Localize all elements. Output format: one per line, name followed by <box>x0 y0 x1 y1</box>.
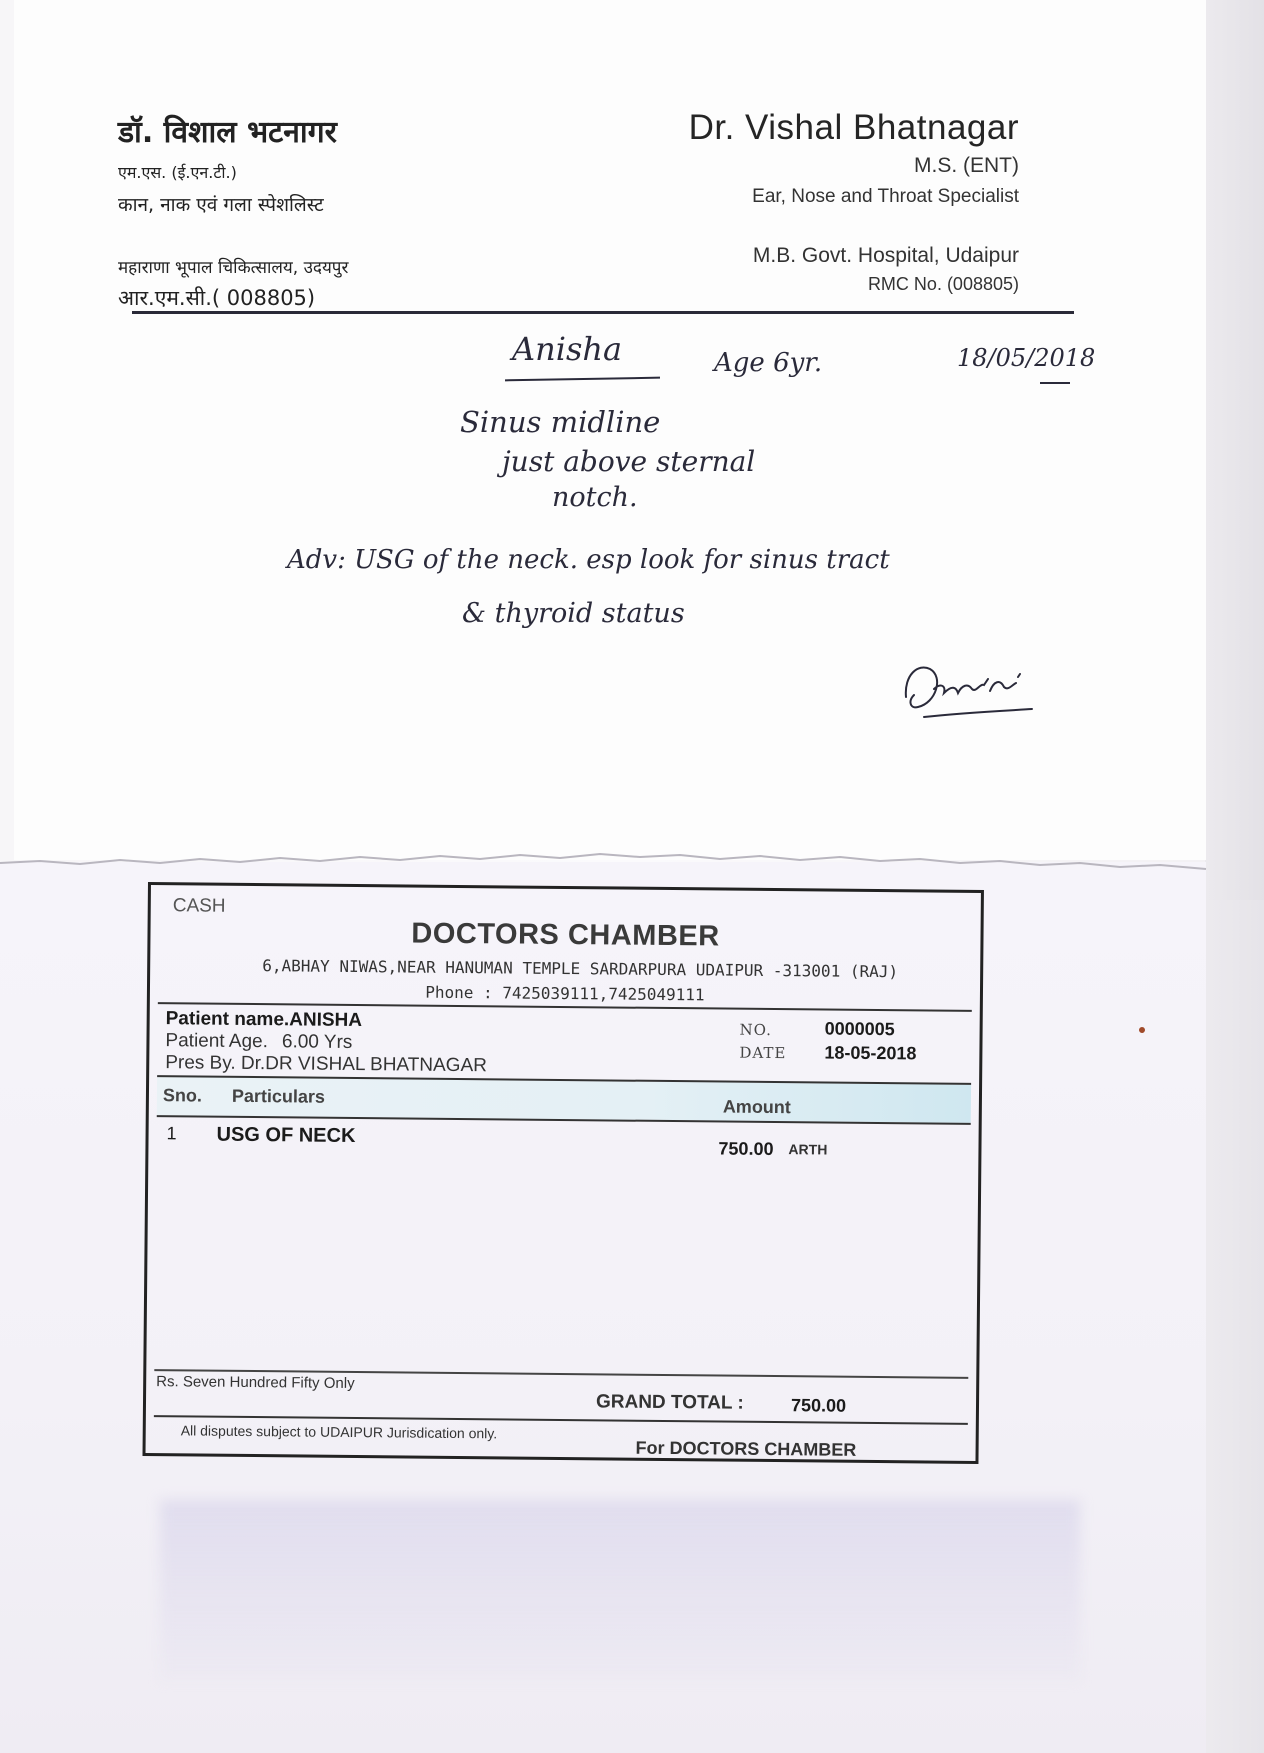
handwritten-age: Age 6yr. <box>714 348 823 378</box>
patient-name: Patient name.ANISHA <box>165 1008 363 1032</box>
handwritten-patient-name: Anisha <box>512 330 623 368</box>
advice-line-2: & thyroid status <box>462 598 685 629</box>
receipt-no-value: 0000005 <box>824 1018 895 1040</box>
receipt-no-label: NO. <box>739 1020 773 1039</box>
receipt-title: DOCTORS CHAMBER <box>411 917 720 953</box>
receipt-box <box>142 882 983 1464</box>
doctor-name-hindi: डॉ. विशाल भटनागर <box>118 115 337 150</box>
jurisdiction-disclaimer: All disputes subject to UDAIPUR Jurisdication only. <box>180 1422 498 1442</box>
letterhead-english <box>689 108 1019 295</box>
show-through-bleed <box>160 1500 1080 1680</box>
complaint-line-2: just above sternal <box>502 445 756 478</box>
complaint-line-1: Sinus midline <box>460 405 661 439</box>
doctor-name: Dr. Vishal Bhatnagar <box>688 108 1019 147</box>
doctor-degree-hindi: एम.एस. (ई.एन.टी.) <box>118 163 237 182</box>
payment-mode: CASH <box>172 895 226 917</box>
receipt-address: 6,ABHAY NIWAS,NEAR HANUMAN TEMPLE SARDARPURA UDAIPUR -313001 (RAJ) <box>262 956 899 982</box>
receipt-date-value: 18-05-2018 <box>824 1042 917 1064</box>
ink-speck <box>1139 1027 1145 1033</box>
receipt-signatory: For DOCTORS CHAMBER <box>635 1437 857 1460</box>
receipt-date-label: DATE <box>739 1043 787 1063</box>
receipt-phone: Phone : 7425039111,7425049111 <box>425 982 705 1005</box>
hospital-name: M.B. Govt. Hospital, Udaipur <box>752 244 1019 267</box>
amount-in-words: Rs. Seven Hundred Fifty Only <box>156 1373 355 1393</box>
rmc-number-hindi: आर.एम.सी.( 008805) <box>118 286 316 310</box>
doctor-specialty-hindi: कान, नाक एवं गला स्पेशलिस्ट <box>118 194 324 216</box>
letterhead-divider <box>132 311 1074 314</box>
grand-total-value: 750.00 <box>790 1395 847 1416</box>
patient-age-value: 6.00 Yrs <box>281 1031 353 1053</box>
column-header-amount: Amount <box>722 1096 791 1118</box>
scan-edge-shadow <box>1205 0 1264 900</box>
handwritten-date: 18/05/2018 <box>957 344 1096 372</box>
doctor-degree: M.S. (ENT) <box>914 154 1019 177</box>
column-header-particulars: Particulars <box>231 1085 326 1107</box>
advice-line-1: Adv: USG of the neck. esp look for sinus tract <box>287 545 890 575</box>
complaint-line-3: notch. <box>552 482 638 513</box>
doctor-specialty: Ear, Nose and Throat Specialist <box>752 186 1019 207</box>
rmc-number: RMC No. (008805) <box>867 274 1019 294</box>
row-amount: 750.00 <box>718 1138 774 1160</box>
row-particulars: USG OF NECK <box>216 1123 356 1148</box>
row-sno: 1 <box>166 1123 177 1144</box>
patient-age-label: Patient Age. <box>165 1030 269 1053</box>
column-header-sno: Sno. <box>162 1085 203 1106</box>
doctor-signature <box>900 655 1040 725</box>
hospital-hindi: महाराणा भूपाल चिकित्सालय, उदयपुर <box>118 258 349 278</box>
row-code: ARTH <box>788 1141 828 1158</box>
date-underline <box>1040 382 1070 384</box>
table-header <box>157 1075 971 1125</box>
letterhead-hindi <box>118 110 348 312</box>
prescribed-by: Pres By. Dr.DR VISHAL BHATNAGAR <box>165 1052 488 1077</box>
grand-total-label: GRAND TOTAL : <box>595 1391 744 1414</box>
torn-paper-edge <box>0 845 1264 885</box>
patient-age <box>165 1030 352 1054</box>
